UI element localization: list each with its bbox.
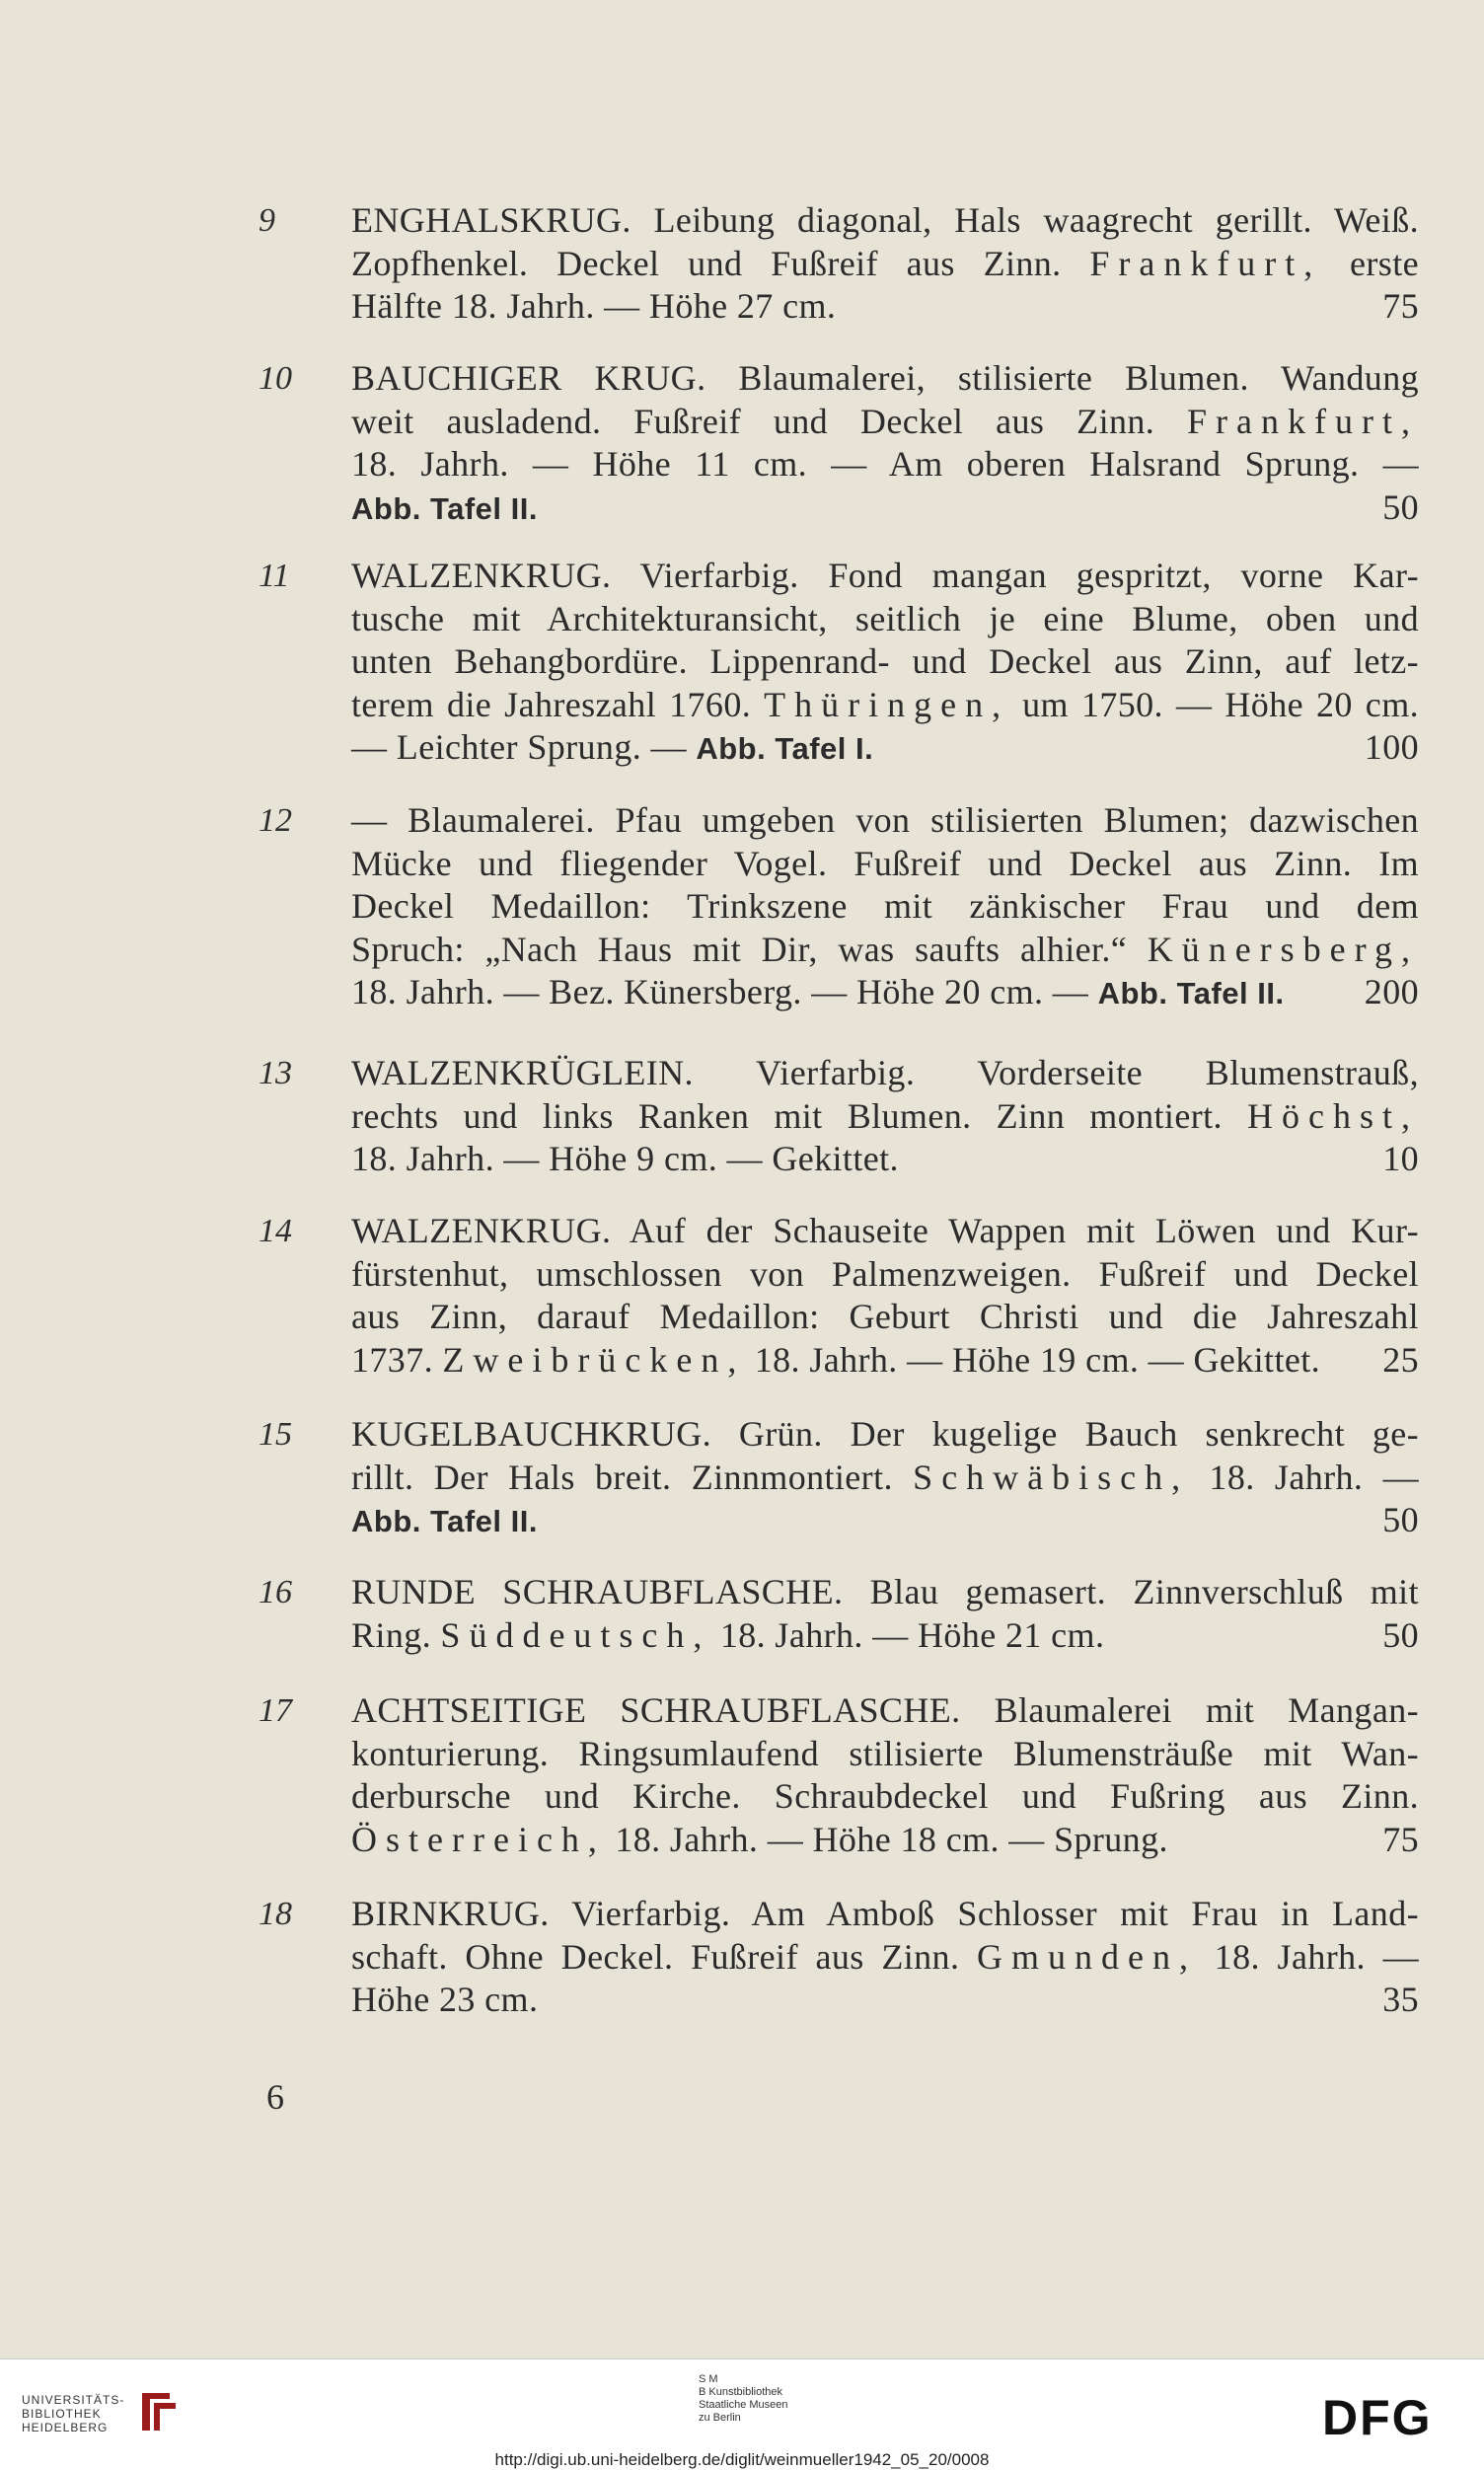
entry-line: WALZENKRÜGLEIN. Vierfarbig. Vorderseite Blumenstrauß, — [351, 1053, 1419, 1092]
price: 200 — [1364, 972, 1419, 1012]
entry-text: Spruch: „Nach Haus mit Dir, was saufts alhier.“ — [351, 929, 1148, 969]
university-line: HEIDELBERG — [22, 2421, 109, 2434]
entry-line — [351, 1819, 1419, 1862]
stamp-line: B Kunstbibliothek — [699, 2386, 782, 2398]
place-name: Höchst, — [1247, 1095, 1419, 1136]
place-name: Süddeutsch, — [440, 1614, 711, 1655]
entry-line: ENGHALSKRUG. Leibung diagonal, Hals waagrecht gerillt. Weiß. — [351, 200, 1419, 240]
entry-text: um 1750. — Höhe 20 cm. — [1009, 684, 1419, 724]
entry-line — [351, 971, 1419, 1014]
place-name: Künersberg, — [1147, 929, 1419, 969]
university-line: UNIVERSITÄTS- — [22, 2393, 125, 2407]
entry-line: KUGELBAUCHKRUG. Grün. Der kugelige Bauch senkrecht ge- — [351, 1414, 1419, 1454]
price: 75 — [1382, 286, 1419, 327]
university-logo-icon — [136, 2389, 180, 2434]
price: 50 — [1382, 1500, 1419, 1540]
place-name: Schwäbisch, — [913, 1457, 1190, 1497]
place-name: Zweibrücken, — [442, 1339, 746, 1380]
entry-text: 18. Jahrh. — — [1197, 1936, 1419, 1977]
entry-text: 18. Jahrh. — Höhe 18 cm. — Sprung. — [605, 1819, 1168, 1859]
price: 25 — [1382, 1339, 1419, 1380]
price: 75 — [1382, 1819, 1419, 1859]
price: 100 — [1364, 727, 1419, 768]
place-name: Frankfurt, — [1089, 243, 1322, 283]
entry-line — [351, 1614, 1419, 1658]
stamp-line: S M — [699, 2373, 718, 2385]
entry-line — [351, 243, 1419, 286]
entry-text: erste — [1321, 243, 1420, 283]
entry-number: 11 — [259, 558, 290, 594]
entry-text: 18. Jahrh. — Höhe 9 cm. — Gekittet. — [351, 1139, 899, 1179]
entry-line: derbursche und Kirche. Schraubdeckel und Fußring aus Zinn. — [351, 1776, 1419, 1817]
plate-reference: Abb. Tafel II. — [351, 1504, 538, 1539]
entry-text: Höhe 23 cm. — [351, 1980, 539, 2020]
entry-line — [351, 487, 1419, 530]
entry-line — [351, 1979, 1419, 2022]
entry-line: Mücke und fliegender Vogel. Fußreif und Deckel aus Zinn. Im — [351, 843, 1419, 883]
entry-line: konturierung. Ringsumlaufend stilisierte Blumensträuße mit Wan- — [351, 1733, 1419, 1773]
entry-line: WALZENKRUG. Vierfarbig. Fond mangan gespritzt, vorne Kar- — [351, 556, 1419, 595]
entry-line: WALZENKRUG. Auf der Schauseite Wappen mit Löwen und Kur- — [351, 1211, 1419, 1250]
entry-line: BIRNKRUG. Vierfarbig. Am Amboß Schlosser mit Frau in Land- — [351, 1894, 1419, 1933]
entry-text: terem die Jahreszahl 1760. — [351, 684, 765, 724]
entry-line — [351, 1499, 1419, 1542]
entry-text: — Leichter Sprung. — — [351, 727, 697, 768]
entry-number: 14 — [259, 1213, 292, 1249]
entry-line — [351, 401, 1419, 444]
entry-line — [351, 1339, 1419, 1383]
plate-reference: Abb. Tafel I. — [696, 731, 874, 767]
place-name: Frankfurt, — [1187, 401, 1419, 441]
entry-text: 18. Jahrh. — Bez. Künersberg. — Höhe 20 cm. — — [351, 972, 1098, 1012]
place-name: Gmunden, — [977, 1936, 1198, 1977]
entry-line: BAUCHIGER KRUG. Blaumalerei, stilisierte Blumen. Wandung — [351, 358, 1419, 398]
entry-number: 17 — [259, 1692, 292, 1729]
entry-text: weit ausladend. Fußreif und Deckel aus Zinn. — [351, 401, 1188, 441]
entry-line: aus Zinn, darauf Medaillon: Geburt Christi und die Jahreszahl — [351, 1297, 1419, 1337]
entry-line — [351, 1138, 1419, 1181]
place-name: Thüringen, — [764, 684, 1010, 724]
entry-text: Zopfhenkel. Deckel und Fußreif aus Zinn. — [351, 243, 1090, 283]
entry-text: Hälfte 18. Jahrh. — Höhe 27 cm. — [351, 286, 837, 327]
plate-reference: Abb. Tafel II. — [1097, 976, 1285, 1011]
price: 35 — [1382, 1980, 1419, 2020]
entry-line: Deckel Medaillon: Trinkszene mit zänkischer Frau und dem — [351, 886, 1419, 927]
permalink-url[interactable]: http://digi.ub.uni-heidelberg.de/diglit/weinmueller1942_05_20/0008 — [494, 2450, 990, 2469]
entry-line — [351, 1936, 1419, 1980]
entry-line: 18. Jahrh. — Höhe 11 cm. — Am oberen Halsrand Sprung. — — [351, 444, 1419, 485]
entry-text: rechts und links Ranken mit Blumen. Zinn montiert. — [351, 1095, 1247, 1136]
entry-line — [351, 285, 1419, 329]
price: 10 — [1382, 1139, 1419, 1179]
entry-number: 13 — [259, 1055, 292, 1091]
entry-line — [351, 726, 1419, 770]
stamp-line: zu Berlin — [699, 2412, 741, 2424]
entry-line — [351, 929, 1419, 972]
entry-line: unten Behangbordüre. Lippenrand- und Deckel aus Zinn, auf letz- — [351, 641, 1419, 682]
digitization-footer — [0, 2358, 1484, 2468]
university-line: BIBLIOTHEK — [22, 2407, 102, 2421]
entry-number: 9 — [259, 202, 275, 239]
plate-reference: Abb. Tafel II. — [351, 490, 538, 526]
entry-line: RUNDE SCHRAUBFLASCHE. Blau gemasert. Zinnverschluß mit — [351, 1572, 1419, 1611]
entry-number: 10 — [259, 360, 292, 397]
entry-number: 16 — [259, 1574, 292, 1610]
entry-line: ACHTSEITIGE SCHRAUBFLASCHE. Blaumalerei mit Mangan- — [351, 1690, 1419, 1730]
entry-line: tusche mit Architekturansicht, seitlich je eine Blume, oben und — [351, 598, 1419, 638]
entry-text: 18. Jahrh. — Höhe 19 cm. — Gekittet. — [745, 1339, 1321, 1380]
entry-line — [351, 684, 1419, 727]
stamp-line: Staatliche Museen — [699, 2399, 788, 2411]
entry-text: 18. Jahrh. — — [1189, 1457, 1420, 1497]
entry-line: fürstenhut, umschlossen von Palmenzweigen. Fußreif und Deckel — [351, 1253, 1419, 1294]
museum-stamp — [699, 2373, 788, 2425]
entry-text: 18. Jahrh. — Höhe 21 cm. — [710, 1614, 1105, 1655]
entry-line — [351, 1457, 1419, 1500]
dfg-logo: DFG — [1322, 2390, 1433, 2445]
entry-number: 18 — [259, 1896, 292, 1932]
entry-number: 12 — [259, 802, 292, 839]
entry-text: rillt. Der Hals breit. Zinnmontiert. — [351, 1457, 914, 1497]
page-number: 6 — [266, 2077, 284, 2117]
university-library-label — [22, 2393, 124, 2434]
place-name: Österreich, — [351, 1819, 606, 1859]
price: 50 — [1382, 1614, 1419, 1655]
entry-text: Ring. — [351, 1614, 441, 1655]
entry-text: 1737. — [351, 1339, 443, 1380]
entry-line — [351, 1095, 1419, 1139]
entry-text: schaft. Ohne Deckel. Fußreif aus Zinn. — [351, 1936, 978, 1977]
entry-line: — Blaumalerei. Pfau umgeben von stilisierten Blumen; dazwischen — [351, 800, 1419, 840]
price: 50 — [1382, 487, 1419, 527]
entry-number: 15 — [259, 1416, 292, 1453]
